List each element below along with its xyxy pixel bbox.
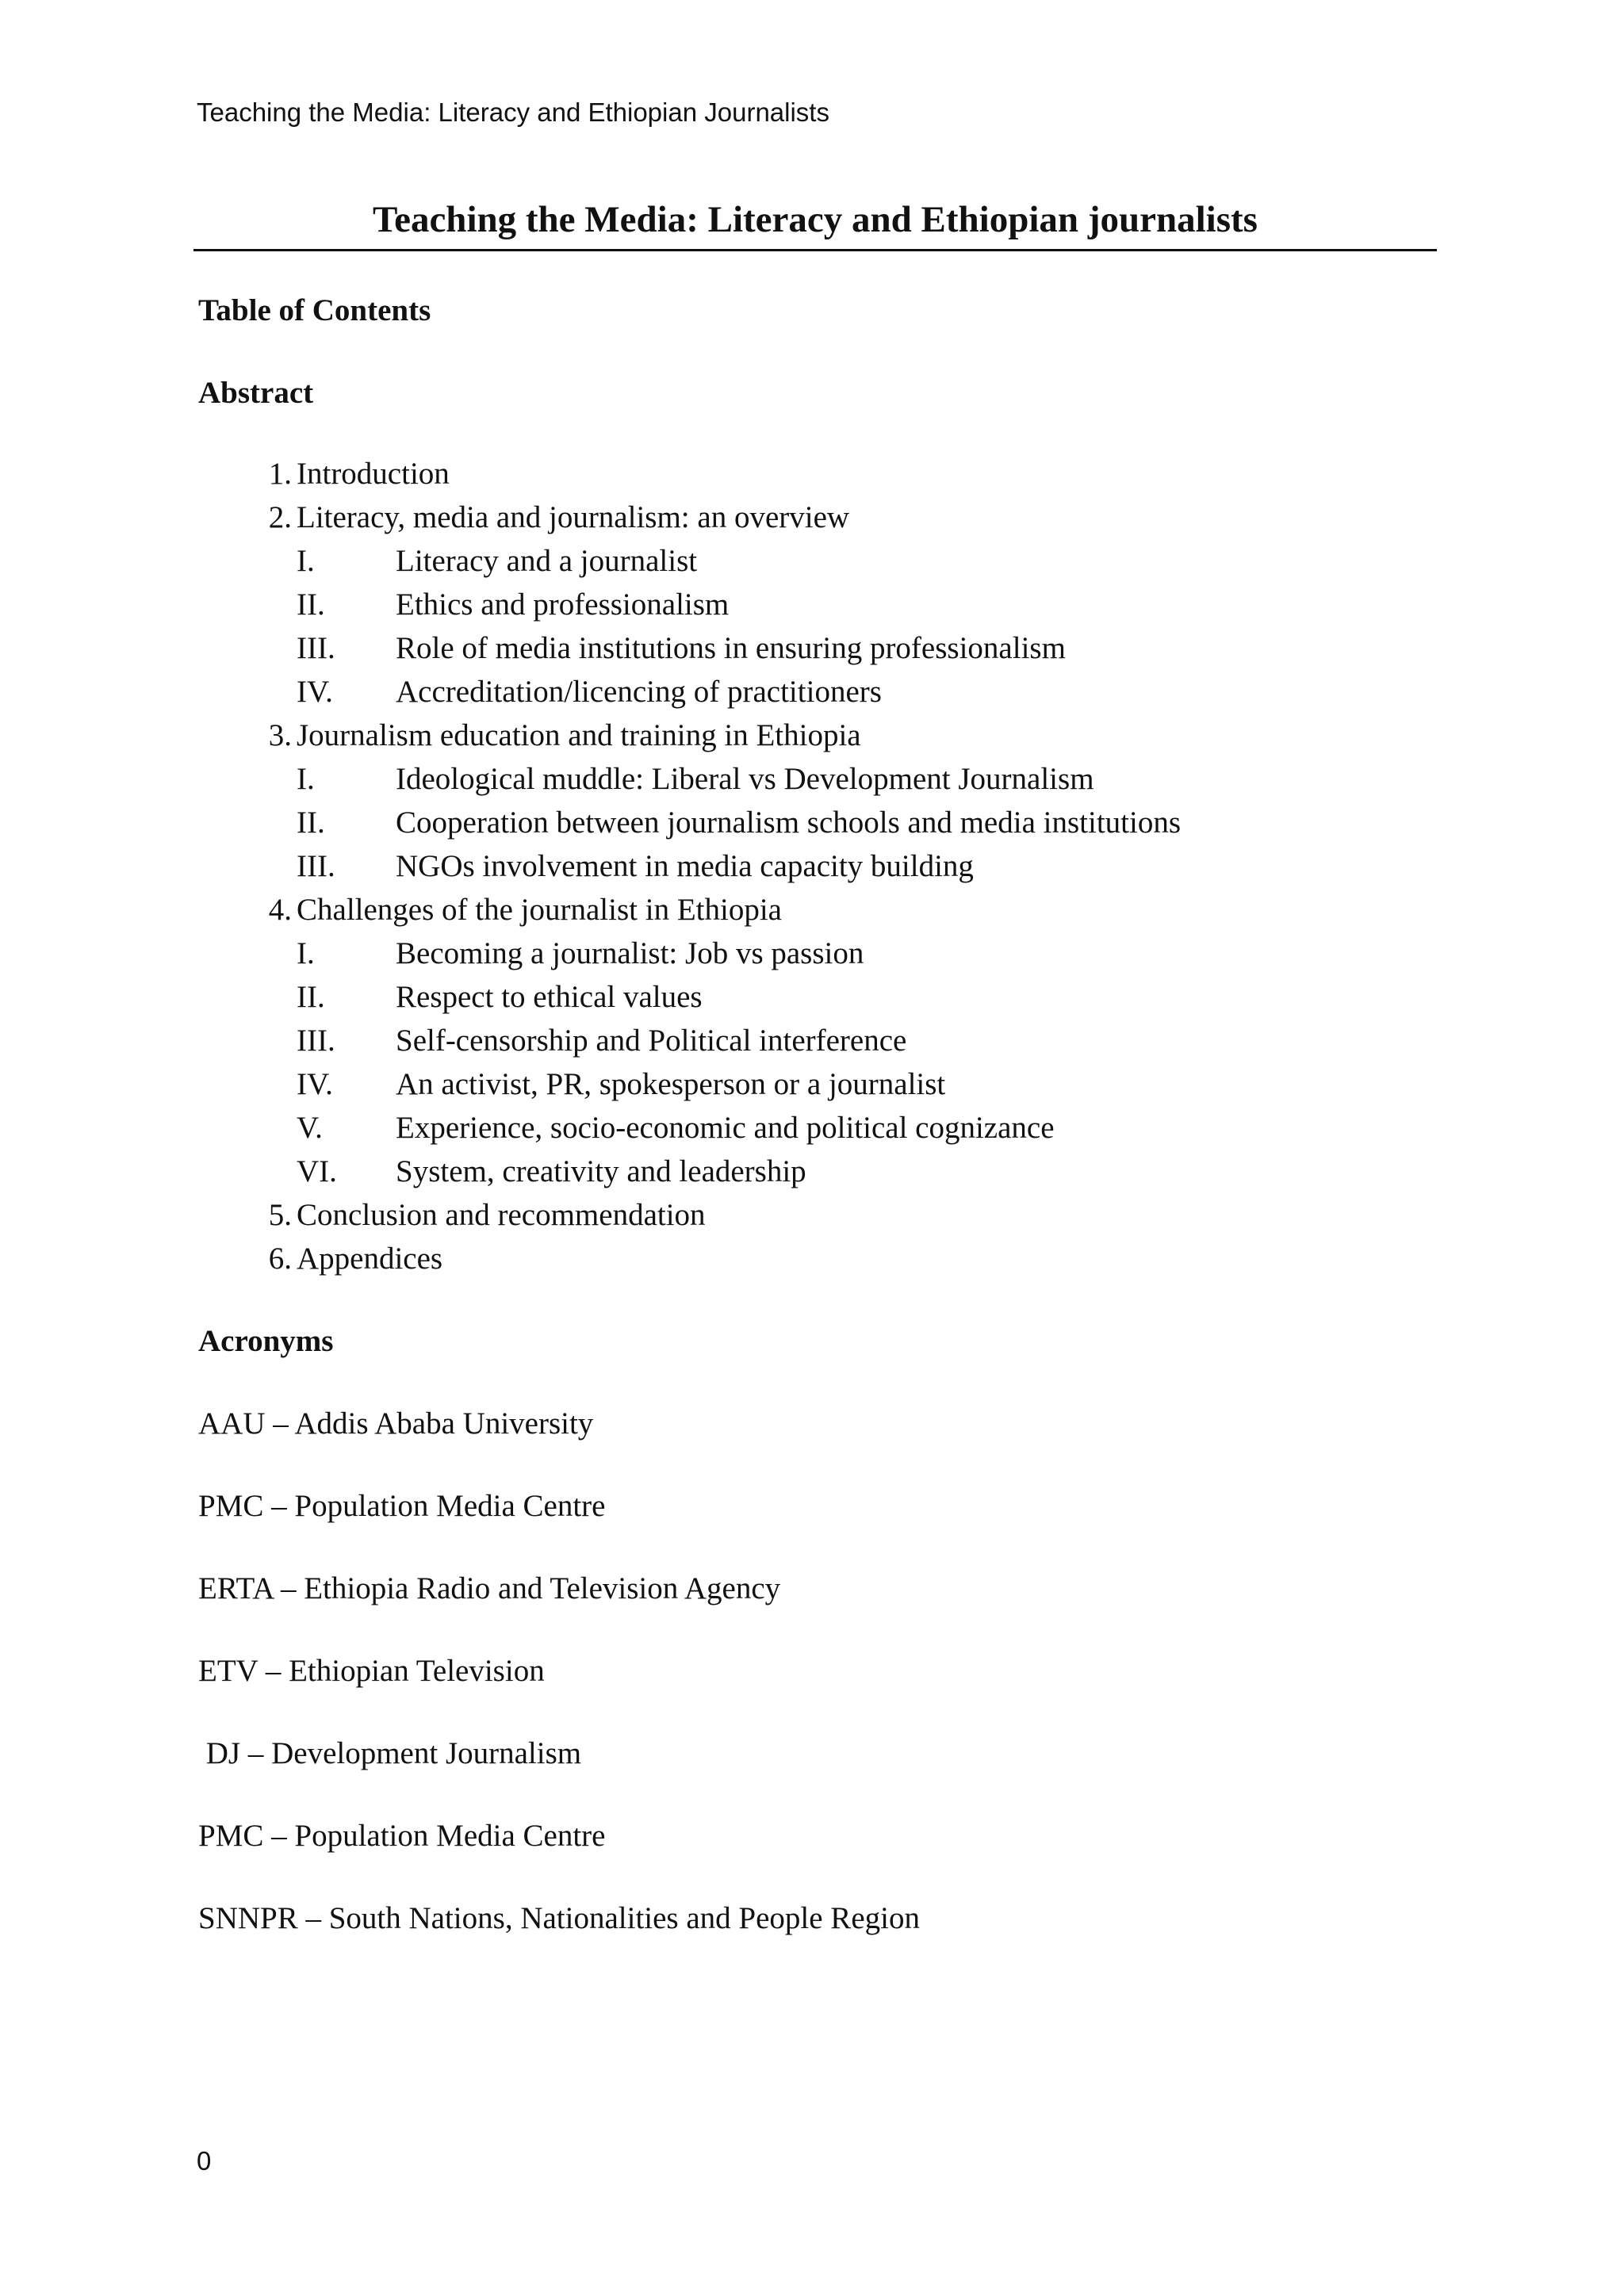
toc-subitem-title: Literacy and a journalist [396,544,698,578]
toc-subitem [198,978,1435,1022]
toc-item-number: 5. [268,1198,292,1232]
table-of-contents [198,455,1435,1284]
toc-subitem-title: Accreditation/licencing of practitioners [396,675,882,709]
toc-subitem-title: NGOs involvement in media capacity building [396,849,974,883]
toc-item [198,499,1435,542]
toc-item-number: 3. [268,718,292,752]
toc-subitem-title: Experience, socio-economic and political cognizance [396,1111,1055,1145]
document-title: Teaching the Media: Literacy and Ethiopian journalists [373,199,1258,240]
toc-heading: Table of Contents [198,293,431,327]
acronyms-list [198,1405,1435,1982]
running-header: Teaching the Media: Literacy and Ethiopian Journalists [197,98,829,127]
toc-item-number: 2. [268,500,292,534]
toc-subitem-number: I. [297,762,315,796]
acronym-entry: PMC – Population Media Centre [198,1489,606,1523]
toc-subitem [198,1022,1435,1066]
toc-item-number: 4. [268,893,292,927]
toc-subitem [198,1153,1435,1196]
toc-subitem [198,760,1435,804]
toc-item-number: 1. [268,457,292,491]
toc-subitem-title: Self-censorship and Political interference [396,1024,907,1058]
toc-subitem [198,935,1435,978]
title-underline-rule [193,249,1437,251]
toc-subitem-number: II. [297,806,325,840]
acronym-entry: ETV – Ethiopian Television [198,1654,545,1688]
toc-subitem-number: IV. [297,675,333,709]
toc-subitem-title: System, creativity and leadership [396,1154,806,1188]
acronyms-heading: Acronyms [198,1324,334,1358]
acronym-entry: DJ – Development Journalism [198,1736,582,1770]
toc-subitem-number: IV. [297,1067,333,1101]
toc-subitem-number: II. [297,980,325,1014]
acronym-entry: PMC – Population Media Centre [198,1819,606,1853]
toc-subitem-number: VI. [297,1154,337,1188]
toc-subitem-number: II. [297,587,325,622]
toc-item-title: Journalism education and training in Ethiopia [297,718,861,752]
toc-subitem-number: III. [297,1024,335,1058]
acronym-entry: ERTA – Ethiopia Radio and Television Agency [198,1571,781,1605]
toc-subitem [198,1066,1435,1109]
toc-subitem-title: Becoming a journalist: Job vs passion [396,936,864,970]
toc-item-title: Conclusion and recommendation [297,1198,706,1232]
toc-item-number: 6. [268,1242,292,1276]
toc-subitem-title: An activist, PR, spokesperson or a journalist [396,1067,946,1101]
toc-subitem [198,673,1435,717]
toc-subitem-title: Ideological muddle: Liberal vs Development Journalism [396,762,1094,796]
toc-subitem-title: Respect to ethical values [396,980,703,1014]
acronym-entry: AAU – Addis Ababa University [198,1406,594,1441]
acronym-entry: SNNPR – South Nations, Nationalities and People Region [198,1901,920,1935]
toc-subitem [198,848,1435,891]
toc-subitem-number: I. [297,544,315,578]
toc-subitem-number: I. [297,936,315,970]
toc-subitem-title: Ethics and professionalism [396,587,730,622]
toc-item-title: Appendices [297,1242,443,1276]
toc-subitem [198,804,1435,848]
toc-item [198,1240,1435,1284]
toc-subitem-title: Role of media institutions in ensuring professionalism [396,631,1066,665]
toc-item [198,717,1435,760]
toc-item [198,1196,1435,1240]
toc-subitem-number: III. [297,849,335,883]
toc-item-title: Challenges of the journalist in Ethiopia [297,893,782,927]
toc-item [198,891,1435,935]
abstract-heading: Abstract [198,376,314,410]
toc-subitem-title: Cooperation between journalism schools and media institutions [396,806,1182,840]
toc-item-title: Introduction [297,457,450,491]
toc-subitem [198,586,1435,629]
toc-item [198,455,1435,499]
toc-subitem [198,542,1435,586]
page-number: 0 [197,2146,212,2175]
toc-subitem [198,1109,1435,1153]
toc-subitem-number: III. [297,631,335,665]
toc-subitem-number: V. [297,1111,323,1145]
toc-item-title: Literacy, media and journalism: an overview [297,500,850,534]
toc-subitem [198,629,1435,673]
